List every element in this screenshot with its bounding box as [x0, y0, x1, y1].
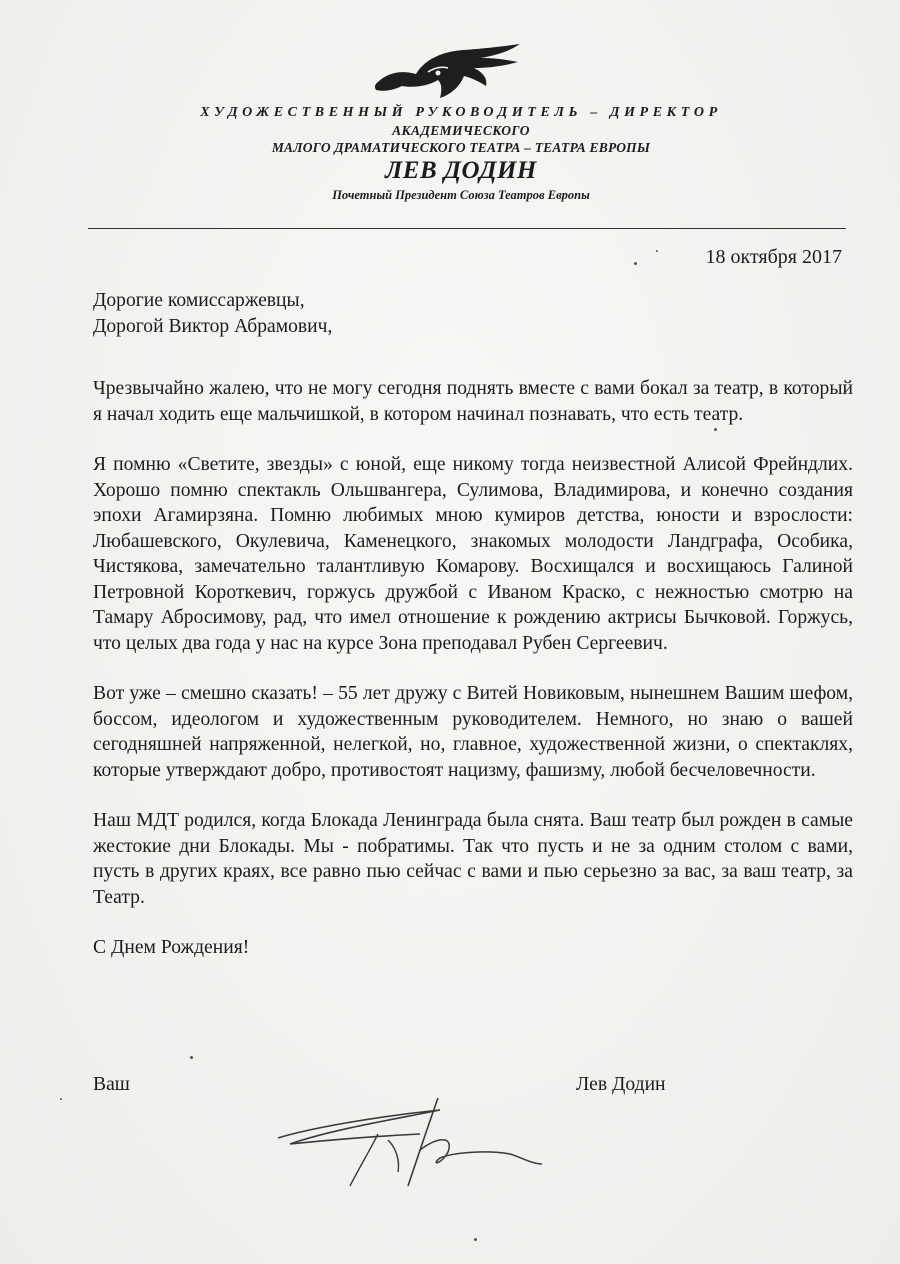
letterhead-title-line3: МАЛОГО ДРАМАТИЧЕСКОГО ТЕАТРА – ТЕАТРА ЕВРОПЫ: [271, 140, 651, 155]
letter-body: [93, 288, 853, 983]
paper-speck: [190, 1056, 193, 1059]
letterhead-title-line2: АКАДЕМИЧЕСКОГО: [392, 123, 530, 138]
birthday-greeting: С Днем Рождения!: [93, 937, 250, 958]
salutation-line-1: Дорогие комиссаржевцы,: [93, 290, 305, 311]
closing-signatory-name: Лев Додин: [576, 1074, 666, 1095]
handwritten-signature: [270, 1090, 560, 1200]
letterhead-divider: [88, 228, 846, 229]
paragraph-4: Наш МДТ родился, когда Блокада Ленинграда была снята. Ваш театр был рожден в самые жестокие дни Блокады. Мы - побратимы. Так что пусть и не за одним столом с вами, пусть в других краях, все равно пью сейчас с вами и пью серьезно за вас, за ваш театр, за Театр.: [93, 810, 853, 908]
salutation-line-2: Дорогой Виктор Абрамович,: [93, 315, 333, 337]
theatre-emblem-logo: [368, 42, 528, 104]
paragraph-2: Я помню «Светите, звезды» с юной, еще никому тогда неизвестной Алисой Фрейндлих. Хорошо помню спектакль Ольшвангера, Сулимова, Владимирова, и конечно создания эпохи Агамирзяна. Помню любимых мною кумиров детства, юности и взрослости: Любашевского, Окулевича, Каменецкого, знакомых молодости Ландграфа, Особика, Чистякова, замечательно талантливую Комарову. Восхищался и восхищаюсь Галиной Петровной Короткевич, горжусь дружбой с Иваном Краско, с нежностью смотрю на Тамару Абросимову, рад, что имел отношение к рождению актрисы Бычковой. Горжусь, что целых два года у нас на курсе Зона преподавал Рубен Сергеевич.: [93, 454, 853, 654]
paper-speck: [60, 1098, 62, 1100]
paragraph-3: Вот уже – смешно сказать! – 55 лет дружу с Витей Новиковым, нынешнем Вашим шефом, боссом, идеологом и художественным руководителем. Немного, но знаю о вашей сегодняшней напряженной, нелегкой, но, главное, художественной жизни, о спектаклях, которые утверждают добро, противостоят нацизму, фашизму, любой бесчеловечности.: [93, 683, 853, 781]
letter-date: 18 октября 2017: [705, 246, 842, 268]
paper-speck: [656, 250, 658, 252]
letterhead-name: ЛЕВ ДОДИН: [385, 157, 537, 184]
closing-yours: Ваш: [93, 1074, 130, 1095]
letterhead-subtitle: Почетный Президент Союза Театров Европы: [332, 188, 590, 202]
letterhead: [0, 104, 900, 204]
paper-speck: [474, 1238, 477, 1241]
paragraph-1: Чрезвычайно жалею, что не могу сегодня поднять вместе с вами бокал за театр, в который я начал ходить еще мальчишкой, в котором начинал познавать, что есть театр.: [93, 378, 853, 425]
paper-speck: [634, 262, 637, 265]
letterhead-title-line1: ХУДОЖЕСТВЕННЫЙ РУКОВОДИТЕЛЬ – ДИРЕКТОР: [200, 105, 722, 120]
paper-speck: [714, 428, 717, 431]
